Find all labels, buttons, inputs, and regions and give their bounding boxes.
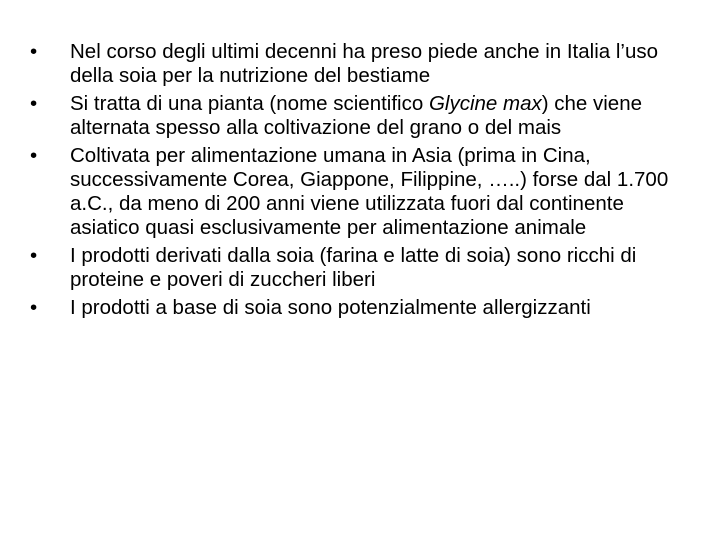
bullet-item-asia-cultivation <box>30 144 690 240</box>
bullet-text-after: ) che viene alternata spesso alla coltivazione del grano o del mais <box>70 92 643 139</box>
bullet-text: I prodotti a base di soia sono potenzialmente allergizzanti <box>70 296 591 319</box>
bullet-marker: • <box>30 40 38 63</box>
bullet-item-allergens <box>30 296 690 320</box>
scientific-name: Glycine max <box>428 92 542 115</box>
bullet-text: I prodotti derivati dalla soia (farina e latte di soia) sono ricchi di proteine e poveri di zuccheri liberi <box>70 244 637 291</box>
bullet-text-before: Si tratta di una pianta (nome scientifico <box>70 92 429 115</box>
bullet-marker: • <box>30 244 38 267</box>
bullet-list <box>30 40 690 324</box>
bullet-text: Coltivata per alimentazione umana in Asia (prima in Cina, successivamente Corea, Giappone, Filippine, …..) forse dal 1.700 a.C., da meno di 200 anni viene utilizzata fuori dal continente asiatico quasi esclusivamente per alimentazione animale <box>70 144 669 239</box>
bullet-text: Nel corso degli ultimi decenni ha preso piede anche in Italia l’uso della soia per la nutrizione del bestiame <box>70 40 659 87</box>
bullet-item-soy-italy <box>30 40 690 88</box>
bullet-marker: • <box>30 92 38 115</box>
bullet-item-glycine-max <box>30 92 690 140</box>
bullet-marker: • <box>30 296 38 319</box>
bullet-marker: • <box>30 144 38 167</box>
bullet-item-derived-products <box>30 244 690 292</box>
